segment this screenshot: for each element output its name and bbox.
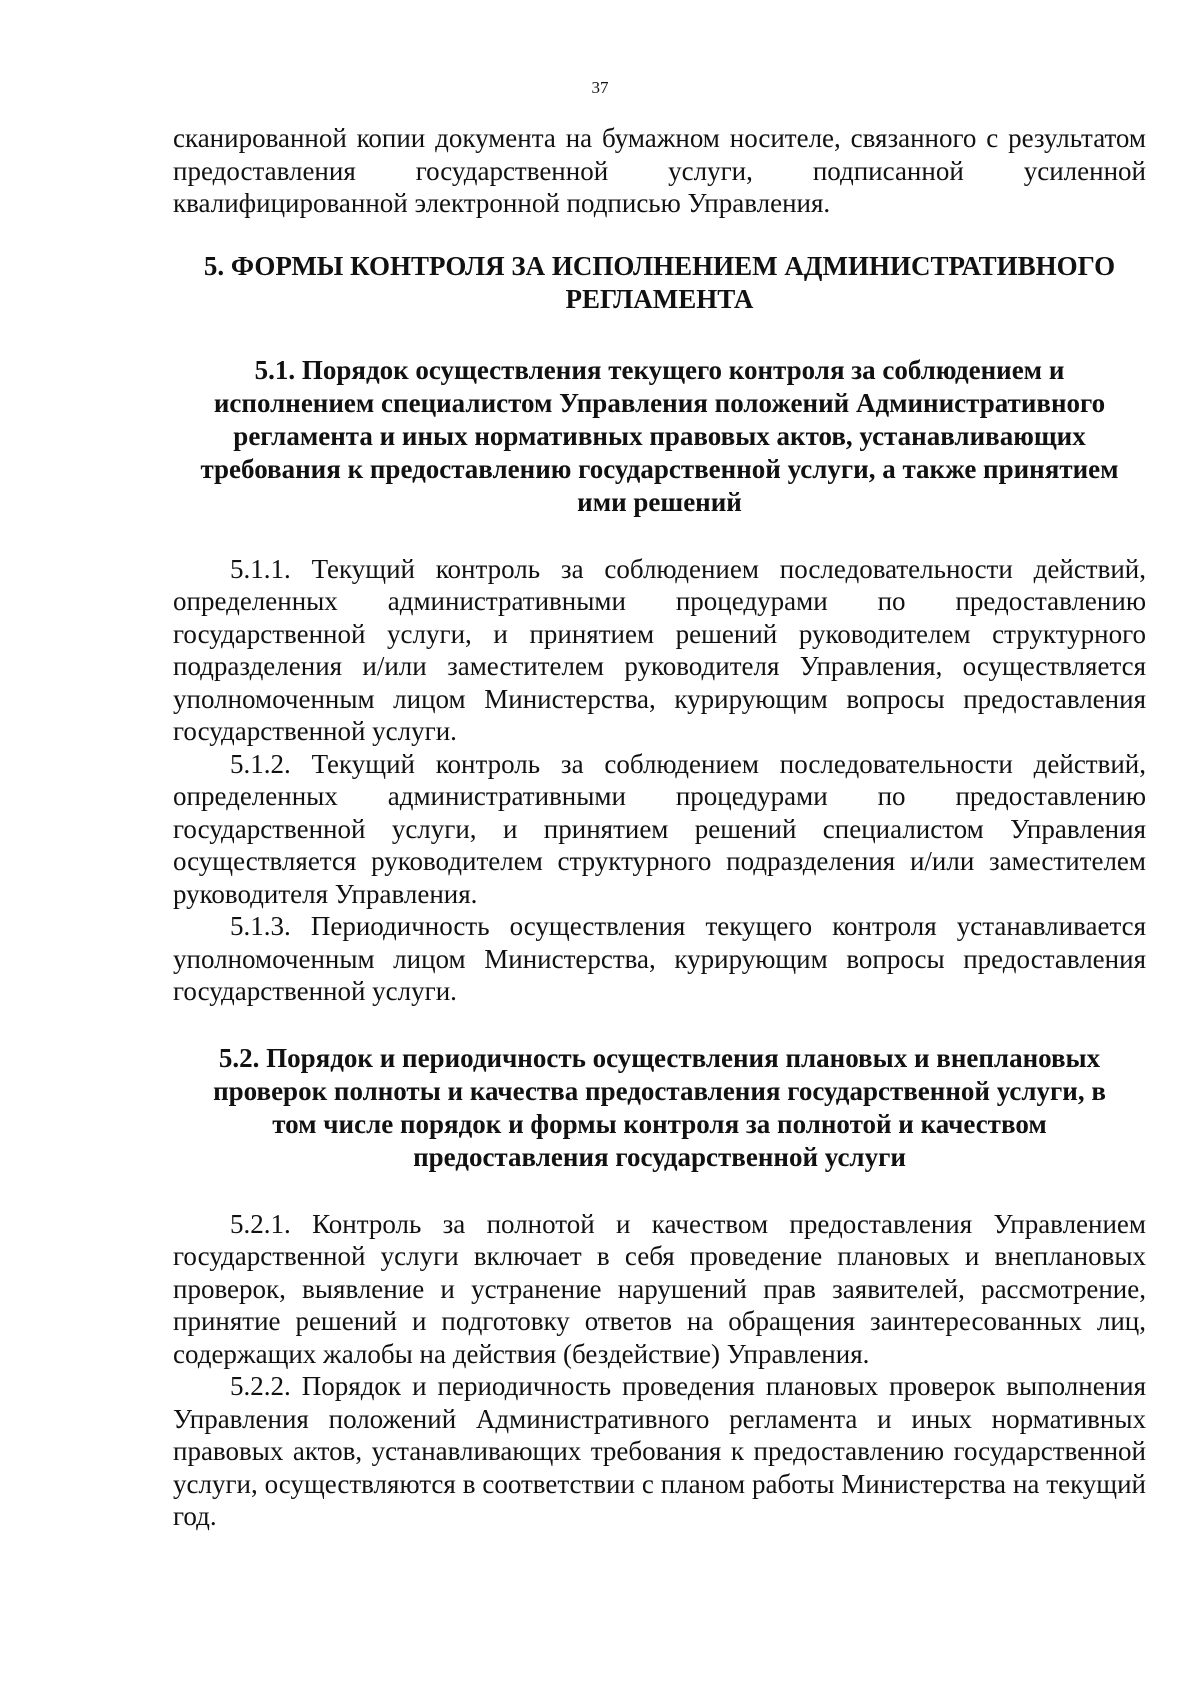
paragraph-5-2-2: 5.2.2. Порядок и периодичность проведения плановых проверок выполнения Управления положений Административного регламента и иных нормативных правовых актов, устанавливающих требования к предоставлению государственной услуги, осуществляются в соответствии с планом работы Министерства на текущий год. — [173, 1371, 1146, 1531]
heading-line: том числе порядок и формы контроля за полнотой и качеством — [272, 1108, 1047, 1139]
paragraph-5-2-1: 5.2.1. Контроль за полнотой и качеством предоставления Управлением государственной услуги включает в себя проведение плановых и внеплановых проверок, выявление и устранение нарушений прав заявителей, рассмотрение, принятие решений и подготовку ответов на обращения заинтересованных лиц, содержащих жалобы на действия (бездействие) Управления. — [173, 1208, 1146, 1369]
section-5-title — [173, 250, 1146, 316]
section-5-title-line: 5. ФОРМЫ КОНТРОЛЯ ЗА ИСПОЛНЕНИЕМ АДМИНИСТРАТИВНОГО — [203, 250, 1116, 281]
heading-line: исполнением специалистом Управления положений Административного — [213, 387, 1106, 418]
heading-line: проверок полноты и качества предоставления государственной услуги, в — [213, 1075, 1106, 1106]
heading-line: регламента и иных нормативных правовых актов, устанавливающих — [233, 420, 1086, 451]
page-number: 37 — [591, 78, 609, 97]
intro-paragraph: сканированной копии документа на бумажном носителе, связанного с результатом предоставления государственной услуги, подписанной усиленной квалифицированной электронной подписью Управления. — [173, 123, 1146, 218]
heading-line: 5.2. Порядок и периодичность осуществления плановых и внеплановых — [218, 1042, 1101, 1073]
heading-line: предоставления государственной услуги — [413, 1141, 906, 1172]
paragraph-5-1-3: 5.1.3. Периодичность осуществления текущего контроля устанавливается уполномоченным лицом Министерства, курирующим вопросы предоставления государственной услуги. — [173, 911, 1146, 1006]
heading-line: 5.1. Порядок осуществления текущего контроля за соблюдением и — [254, 354, 1065, 385]
heading-line: ими решений — [577, 486, 742, 517]
section-5-2-heading — [173, 1042, 1146, 1174]
section-5-title-line: РЕГЛАМЕНТА — [565, 283, 754, 314]
heading-line: требования к предоставлению государственной услуги, а также принятием — [200, 453, 1119, 484]
paragraph-5-1-2: 5.1.2. Текущий контроль за соблюдением последовательности действий, определенных административными процедурами по предоставлению государственной услуги, и принятием решений специалистом Управления осуществляется руководителем структурного подразделения и/или заместителем руководителя Управления. — [173, 748, 1146, 909]
section-5-1-heading — [173, 354, 1146, 519]
paragraph-5-1-1: 5.1.1. Текущий контроль за соблюдением последовательности действий, определенных административными процедурами по предоставлению государственной услуги, и принятием решений руководителем структурного подразделения и/или заместителем руководителя Управления, осуществляется уполномоченным лицом Министерства, курирующим вопросы предоставления государственной услуги. — [173, 553, 1146, 746]
page-content — [173, 122, 1146, 1533]
